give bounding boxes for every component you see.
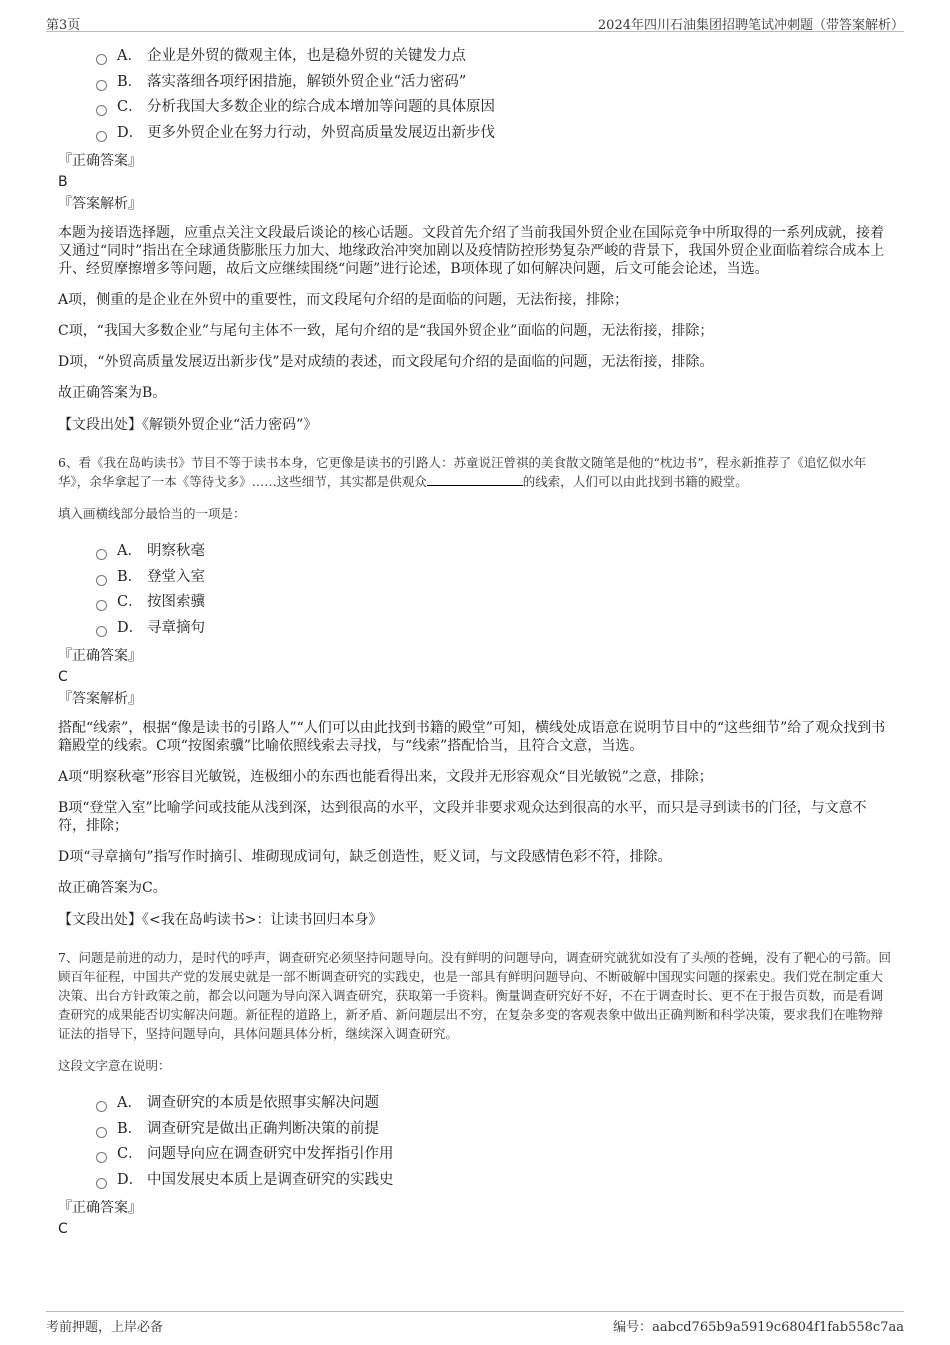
document-code: 编号：aabcd765b9a5919c6804f1fab558c7aa (613, 1320, 904, 1335)
radio-icon[interactable] (96, 131, 107, 142)
radio-icon[interactable] (96, 105, 107, 116)
q7-options (96, 1091, 894, 1193)
q6-options (96, 539, 894, 641)
q6-option-d[interactable]: D． 寻章摘句 (96, 616, 894, 642)
page-footer (46, 1311, 904, 1335)
radio-icon[interactable] (96, 80, 107, 91)
q7-option-b[interactable]: B． 调查研究是做出正确判断决策的前提 (96, 1117, 894, 1143)
q5-option-d[interactable]: D． 更多外贸企业在努力行动，外贸高质量发展迈出新步伐 (96, 121, 894, 147)
q5-analysis-paragraph: C项，“我国大多数企业”与尾句主体不一致，尾句介绍的是“我国外贸企业”面临的问题，无法衔接，排除； (58, 323, 714, 339)
q6-analysis-paragraph: A项“明察秋毫”形容目光敏锐，连极细小的东西也能看得出来，文段并无形容观众“目光敏锐”之意，排除； (58, 769, 713, 785)
q5-answer-label: 『正确答案』 (58, 153, 142, 169)
q6-option-b[interactable]: B． 登堂入室 (96, 565, 894, 591)
q6-analysis-paragraph: 搭配“线索”，根据“像是读书的引路人”“人们可以由此找到书籍的殿堂”可知，横线处成语意在说明节目中的“这些细节”给了观众找到书籍殿堂的线索。C项“按图索骥”比喻依照线索去寻找，与“线索”搭配恰当，且符合文意，当选。 (58, 720, 886, 754)
q5-analysis-paragraph: 本题为接语选择题，应重点关注文段最后谈论的核心话题。文段首先介绍了当前我国外贸企业在国际竞争中所取得的一系列成就，接着又通过“同时”指出在全球通货膨胀压力加大、地缘政治冲突加剧以及疫情防控形势复杂严峻的背景下，我国外贸企业面临着综合成本上升、经贸摩擦增多等问题，故后文应继续围绕“问题”进行论述，B项体现了如何解决问题，后文可能会论述，当选。 (58, 225, 885, 277)
q5-source: 【文段出处】《解锁外贸企业“活力密码”》 (58, 417, 318, 433)
radio-icon[interactable] (96, 626, 107, 637)
radio-icon[interactable] (96, 1101, 107, 1112)
radio-icon[interactable] (96, 1178, 107, 1189)
q5-analysis-paragraph: A项，侧重的是企业在外贸中的重要性，而文段尾句介绍的是面临的问题，无法衔接，排除； (58, 292, 629, 308)
q7-answer: C (58, 1221, 68, 1237)
footer-slogan: 考前押题，上岸必备 (46, 1320, 164, 1335)
q6-answer: C (58, 669, 68, 685)
q5-analysis-label: 『答案解析』 (58, 196, 142, 212)
q5-options (96, 44, 894, 146)
radio-icon[interactable] (96, 575, 107, 586)
q6-analysis-label: 『答案解析』 (58, 691, 142, 707)
document-body (58, 44, 894, 1241)
fill-in-blank (427, 474, 523, 486)
q5-option-c[interactable]: C． 分析我国大多数企业的综合成本增加等问题的具体原因 (96, 95, 894, 121)
radio-icon[interactable] (96, 1127, 107, 1138)
q6-prompt: 填入画横线部分最恰当的一项是： (58, 506, 246, 521)
radio-icon[interactable] (96, 54, 107, 65)
q6-source: 【文段出处】《<我在岛屿读书>：让读书回归本身》 (58, 912, 383, 928)
q7-option-a[interactable]: A． 调查研究的本质是依照事实解决问题 (96, 1091, 894, 1117)
q6-stem: 6、看《我在岛屿读书》节目不等于读书本身，它更像是读书的引路人：苏童说汪曾祺的美食散文随笔是他的“枕边书”，程永新推荐了《追忆似水年华》，余华拿起了一本《等待戈多》……这些细节，其实都是供观众 的线索，人们可以由此找到书籍的殿堂。 (58, 455, 867, 489)
q5-option-b[interactable]: B． 落实落细各项纾困措施，解锁外贸企业“活力密码” (96, 70, 894, 96)
q7-prompt: 这段文字意在说明： (58, 1058, 171, 1073)
q6-analysis-paragraph: 故正确答案为C。 (58, 880, 167, 896)
page-number: 第3页 (46, 18, 81, 33)
q7-answer-label: 『正确答案』 (58, 1200, 142, 1216)
q6-option-c[interactable]: C． 按图索骥 (96, 590, 894, 616)
page-header (46, 12, 904, 32)
q5-analysis-paragraph: D项，“外贸高质量发展迈出新步伐”是对成绩的表述，而文段尾句介绍的是面临的问题，无法衔接，排除。 (58, 354, 714, 370)
q7-option-c[interactable]: C． 问题导向应在调查研究中发挥指引作用 (96, 1142, 894, 1168)
radio-icon[interactable] (96, 549, 107, 560)
radio-icon[interactable] (96, 1152, 107, 1163)
q5-option-a[interactable]: A． 企业是外贸的微观主体，也是稳外贸的关键发力点 (96, 44, 894, 70)
q6-analysis-paragraph: B项“登堂入室”比喻学问或技能从浅到深，达到很高的水平，文段并非要求观众达到很高的水平，而只是寻到读书的门径，与文意不符，排除； (58, 800, 867, 834)
radio-icon[interactable] (96, 600, 107, 611)
q7-stem: 7、问题是前进的动力，是时代的呼声，调查研究必须坚持问题导向。没有鲜明的问题导向，调查研究就犹如没有了头颅的苍蝇，没有了靶心的弓箭。回顾百年征程，中国共产党的发展史就是一部不断调查研究的实践史，也是一部具有鲜明问题导向、不断破解中国现实问题的探索史。我们党在制定重大决策、出台方针政策之前，都会以问题为导向深入调查研究，获取第一手资料。衡量调查研究好不好，不在于调查时长、更不在于报告页数，而是看调查研究的成果能否切实解决问题。新征程的道路上，新矛盾、新问题层出不穷，在复杂多变的客观表象中做出正确判断和科学决策，要求我们在唯物辩证法的指导下，坚持问题导向，具体问题具体分析，继续深入调查研究。 (58, 950, 891, 1041)
q6-analysis-paragraph: D项“寻章摘句”指写作时摘引、堆砌现成词句，缺乏创造性，贬义词，与文段感情色彩不符，排除。 (58, 849, 672, 865)
q6-option-a[interactable]: A． 明察秋毫 (96, 539, 894, 565)
document-title: 2024年四川石油集团招聘笔试冲刺题（带答案解析） (597, 18, 904, 33)
q5-analysis-paragraph: 故正确答案为B。 (58, 385, 167, 401)
q6-answer-label: 『正确答案』 (58, 648, 142, 664)
q5-answer: B (58, 174, 68, 190)
q7-option-d[interactable]: D． 中国发展史本质上是调查研究的实践史 (96, 1168, 894, 1194)
